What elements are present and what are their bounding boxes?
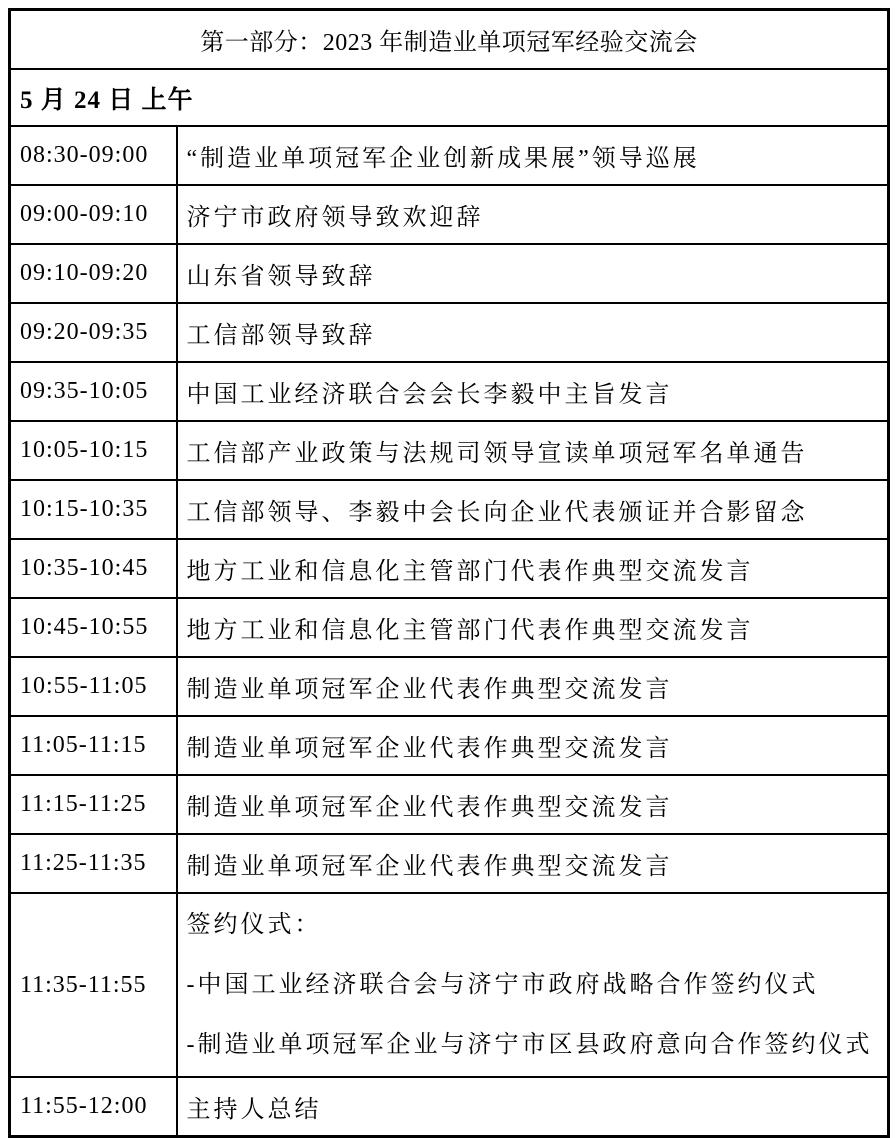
table-row <box>10 775 889 834</box>
activity-line: 山东省领导致辞 <box>186 264 376 290</box>
activity-cell <box>177 1077 889 1136</box>
activity-line: 济宁市政府领导致欢迎辞 <box>186 205 484 231</box>
activity-cell <box>177 657 889 716</box>
table-row <box>10 185 889 244</box>
table-row <box>10 480 889 539</box>
time-cell: 11:35-11:55 <box>10 893 177 1077</box>
activity-cell <box>177 421 889 480</box>
table-row <box>10 716 889 775</box>
agenda-table <box>8 8 890 1138</box>
activity-line: 主持人总结 <box>186 1096 322 1123</box>
table-row <box>10 421 889 480</box>
time-cell: 10:15-10:35 <box>10 480 177 539</box>
activity-cell <box>177 539 889 598</box>
activity-line: 地方工业和信息化主管部门代表作典型交流发言 <box>186 559 754 585</box>
activity-cell <box>177 362 889 421</box>
activity-line: 制造业单项冠军企业代表作典型交流发言 <box>186 854 673 880</box>
activity-line: 制造业单项冠军企业代表作典型交流发言 <box>186 677 673 703</box>
time-cell: 11:25-11:35 <box>10 834 177 893</box>
table-row <box>10 834 889 893</box>
time-cell: 10:05-10:15 <box>10 421 177 480</box>
table-row <box>10 1077 889 1136</box>
activity-line: 制造业单项冠军企业代表作典型交流发言 <box>186 736 673 762</box>
title-row <box>10 10 889 70</box>
activity-line: 中国工业经济联合会会长李毅中主旨发言 <box>186 382 673 408</box>
time-cell: 10:55-11:05 <box>10 657 177 716</box>
activity-line: “制造业单项冠军企业创新成果展”领导巡展 <box>186 146 700 172</box>
table-row <box>10 362 889 421</box>
time-cell: 08:30-09:00 <box>10 126 177 185</box>
agenda-body <box>10 126 889 1136</box>
time-cell: 10:45-10:55 <box>10 598 177 657</box>
table-row <box>10 244 889 303</box>
activity-cell <box>177 126 889 185</box>
time-cell: 09:35-10:05 <box>10 362 177 421</box>
table-row <box>10 303 889 362</box>
activity-cell <box>177 598 889 657</box>
activity-cell <box>177 480 889 539</box>
activity-line: 工信部领导、李毅中会长向企业代表颁证并合影留念 <box>186 500 808 526</box>
time-cell: 09:00-09:10 <box>10 185 177 244</box>
activity-cell <box>177 185 889 244</box>
table-row <box>10 539 889 598</box>
activity-line: 制造业单项冠军企业代表作典型交流发言 <box>186 795 673 821</box>
time-cell: 11:55-12:00 <box>10 1077 177 1136</box>
activity-cell <box>177 303 889 362</box>
activity-line: 工信部领导致辞 <box>186 323 376 349</box>
activity-cell <box>177 834 889 893</box>
activity-cell <box>177 716 889 775</box>
time-cell: 10:35-10:45 <box>10 539 177 598</box>
time-cell: 11:15-11:25 <box>10 775 177 834</box>
table-row <box>10 126 889 185</box>
activity-line: 工信部产业政策与法规司领导宣读单项冠军名单通告 <box>186 441 808 467</box>
date-header: 5 月 24 日 上午 <box>10 69 889 126</box>
time-cell: 09:20-09:35 <box>10 303 177 362</box>
time-cell: 09:10-09:20 <box>10 244 177 303</box>
activity-cell <box>177 244 889 303</box>
activity-line: -制造业单项冠军企业与济宁市区县政府意向合作签约仪式 <box>186 1032 873 1058</box>
table-row <box>10 598 889 657</box>
activity-cell <box>177 893 889 1077</box>
section-title: 第一部分：2023 年制造业单项冠军经验交流会 <box>10 10 889 70</box>
activity-line: 地方工业和信息化主管部门代表作典型交流发言 <box>186 618 754 644</box>
table-row <box>10 657 889 716</box>
time-cell: 11:05-11:15 <box>10 716 177 775</box>
activity-line: 签约仪式： <box>186 912 322 938</box>
activity-line: -中国工业经济联合会与济宁市政府战略合作签约仪式 <box>186 972 819 998</box>
table-row <box>10 893 889 1077</box>
date-row <box>10 69 889 126</box>
activity-cell <box>177 775 889 834</box>
